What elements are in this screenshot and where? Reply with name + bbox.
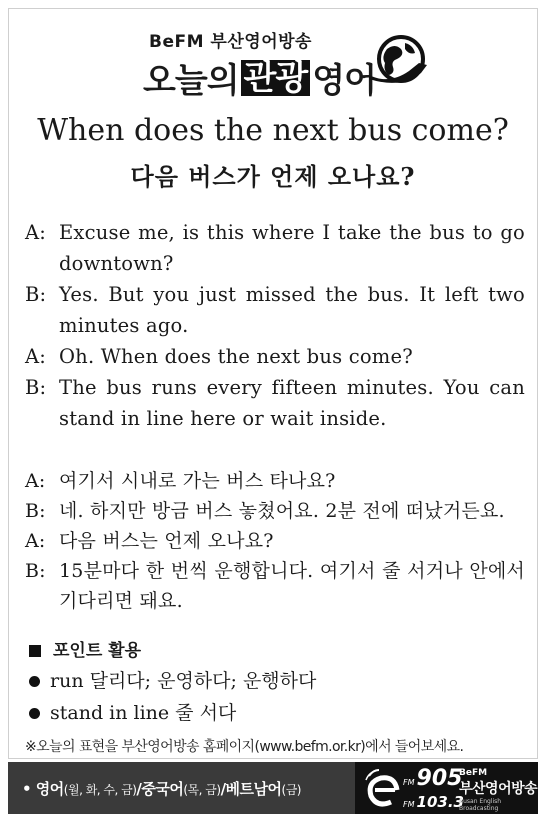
e-logo-icon [363, 766, 403, 810]
schedule-days-vietnamese: (금) [281, 783, 301, 797]
key-point-text: stand in line 줄 서다 [50, 702, 237, 724]
globe-plane-icon [367, 29, 433, 91]
card-frame [8, 8, 538, 759]
dialogue-text: Oh. When does the next bus come? [59, 345, 413, 368]
dialogue-line [25, 526, 525, 556]
speaker-label: B: [25, 500, 46, 522]
brand-label: BeFM 부산영어방송 [149, 32, 312, 52]
bullet-icon [29, 676, 40, 687]
dialogue-english [25, 217, 525, 434]
schedule-vietnamese: /베트남어 [220, 780, 282, 798]
speaker-label: B: [25, 283, 47, 306]
dialogue-line [25, 217, 525, 279]
speaker-label: B: [25, 376, 47, 399]
square-bullet-icon [29, 645, 41, 657]
dialogue-text: 다음 버스는 언제 오나요? [59, 530, 274, 552]
key-points [25, 637, 525, 729]
listen-note: ※오늘의 표현을 부산영어방송 홈페이지(www.befm.or.kr)에서 들어보세요. [25, 739, 464, 755]
station-short-name: BeFM [459, 768, 488, 778]
key-point-item [25, 665, 525, 697]
program-title-boxed: 관광 [241, 60, 311, 96]
key-points-title: 포인트 활용 [53, 641, 142, 661]
dialogue-text: Yes. But you just missed the bus. It left two minutes ago. [59, 283, 525, 337]
dialogue-text: The bus runs every fifteen minutes. You can stand in line here or wait inside. [59, 376, 525, 430]
program-title [143, 53, 376, 102]
station-frequencies [403, 768, 464, 813]
dialogue-text: Excuse me, is this where I take the bus to go downtown? [59, 221, 525, 275]
fm-label: FM [403, 800, 415, 809]
program-title-post: 영어 [312, 61, 376, 101]
schedule-english: • 영어 [22, 780, 64, 798]
speaker-label: A: [25, 470, 46, 492]
footer-bar [8, 762, 538, 814]
schedule-chinese: /중국어 [136, 780, 184, 798]
dialogue-text: 여기서 시내로 가는 버스 타나요? [59, 470, 336, 492]
dialogue-text: 15분마다 한 번씩 운행합니다. 여기서 줄 서거나 안에서 기다리면 돼요. [59, 560, 525, 612]
key-points-heading [25, 637, 525, 665]
dialogue-text: 네. 하지만 방금 버스 놓쳤어요. 2분 전에 떠났거든요. [59, 500, 505, 522]
station-logo [355, 762, 538, 814]
frequency-secondary: 103.3 [416, 793, 464, 811]
program-header [9, 27, 537, 107]
speaker-label: A: [25, 221, 47, 244]
frequency-primary: 905 [416, 766, 463, 791]
key-point-text: run 달리다; 운영하다; 운행하다 [50, 670, 317, 692]
dialogue-korean [25, 466, 525, 616]
dialogue-line [25, 341, 525, 372]
speaker-label: B: [25, 560, 46, 582]
lesson-title-english: When does the next bus come? [37, 113, 509, 148]
broadcast-schedule [22, 778, 301, 799]
dialogue-line [25, 372, 525, 434]
station-name-block [459, 768, 538, 812]
dialogue-line [25, 279, 525, 341]
key-point-item [25, 697, 525, 729]
bullet-icon [29, 708, 40, 719]
schedule-days-english: (월, 화, 수, 금) [63, 783, 137, 797]
dialogue-line [25, 556, 525, 616]
station-name: 부산영어방송 [459, 781, 538, 797]
dialogue-line [25, 496, 525, 526]
fm-label: FM [403, 778, 415, 787]
schedule-days-chinese: (목, 금) [183, 783, 221, 797]
lesson-title-korean: 다음 버스가 언제 오나요? [130, 162, 416, 191]
dialogue-line [25, 466, 525, 496]
speaker-label: A: [25, 345, 47, 368]
program-title-pre: 오늘의 [143, 61, 239, 101]
speaker-label: A: [25, 530, 46, 552]
station-english-name: Busan English Broadcasting [459, 798, 502, 812]
